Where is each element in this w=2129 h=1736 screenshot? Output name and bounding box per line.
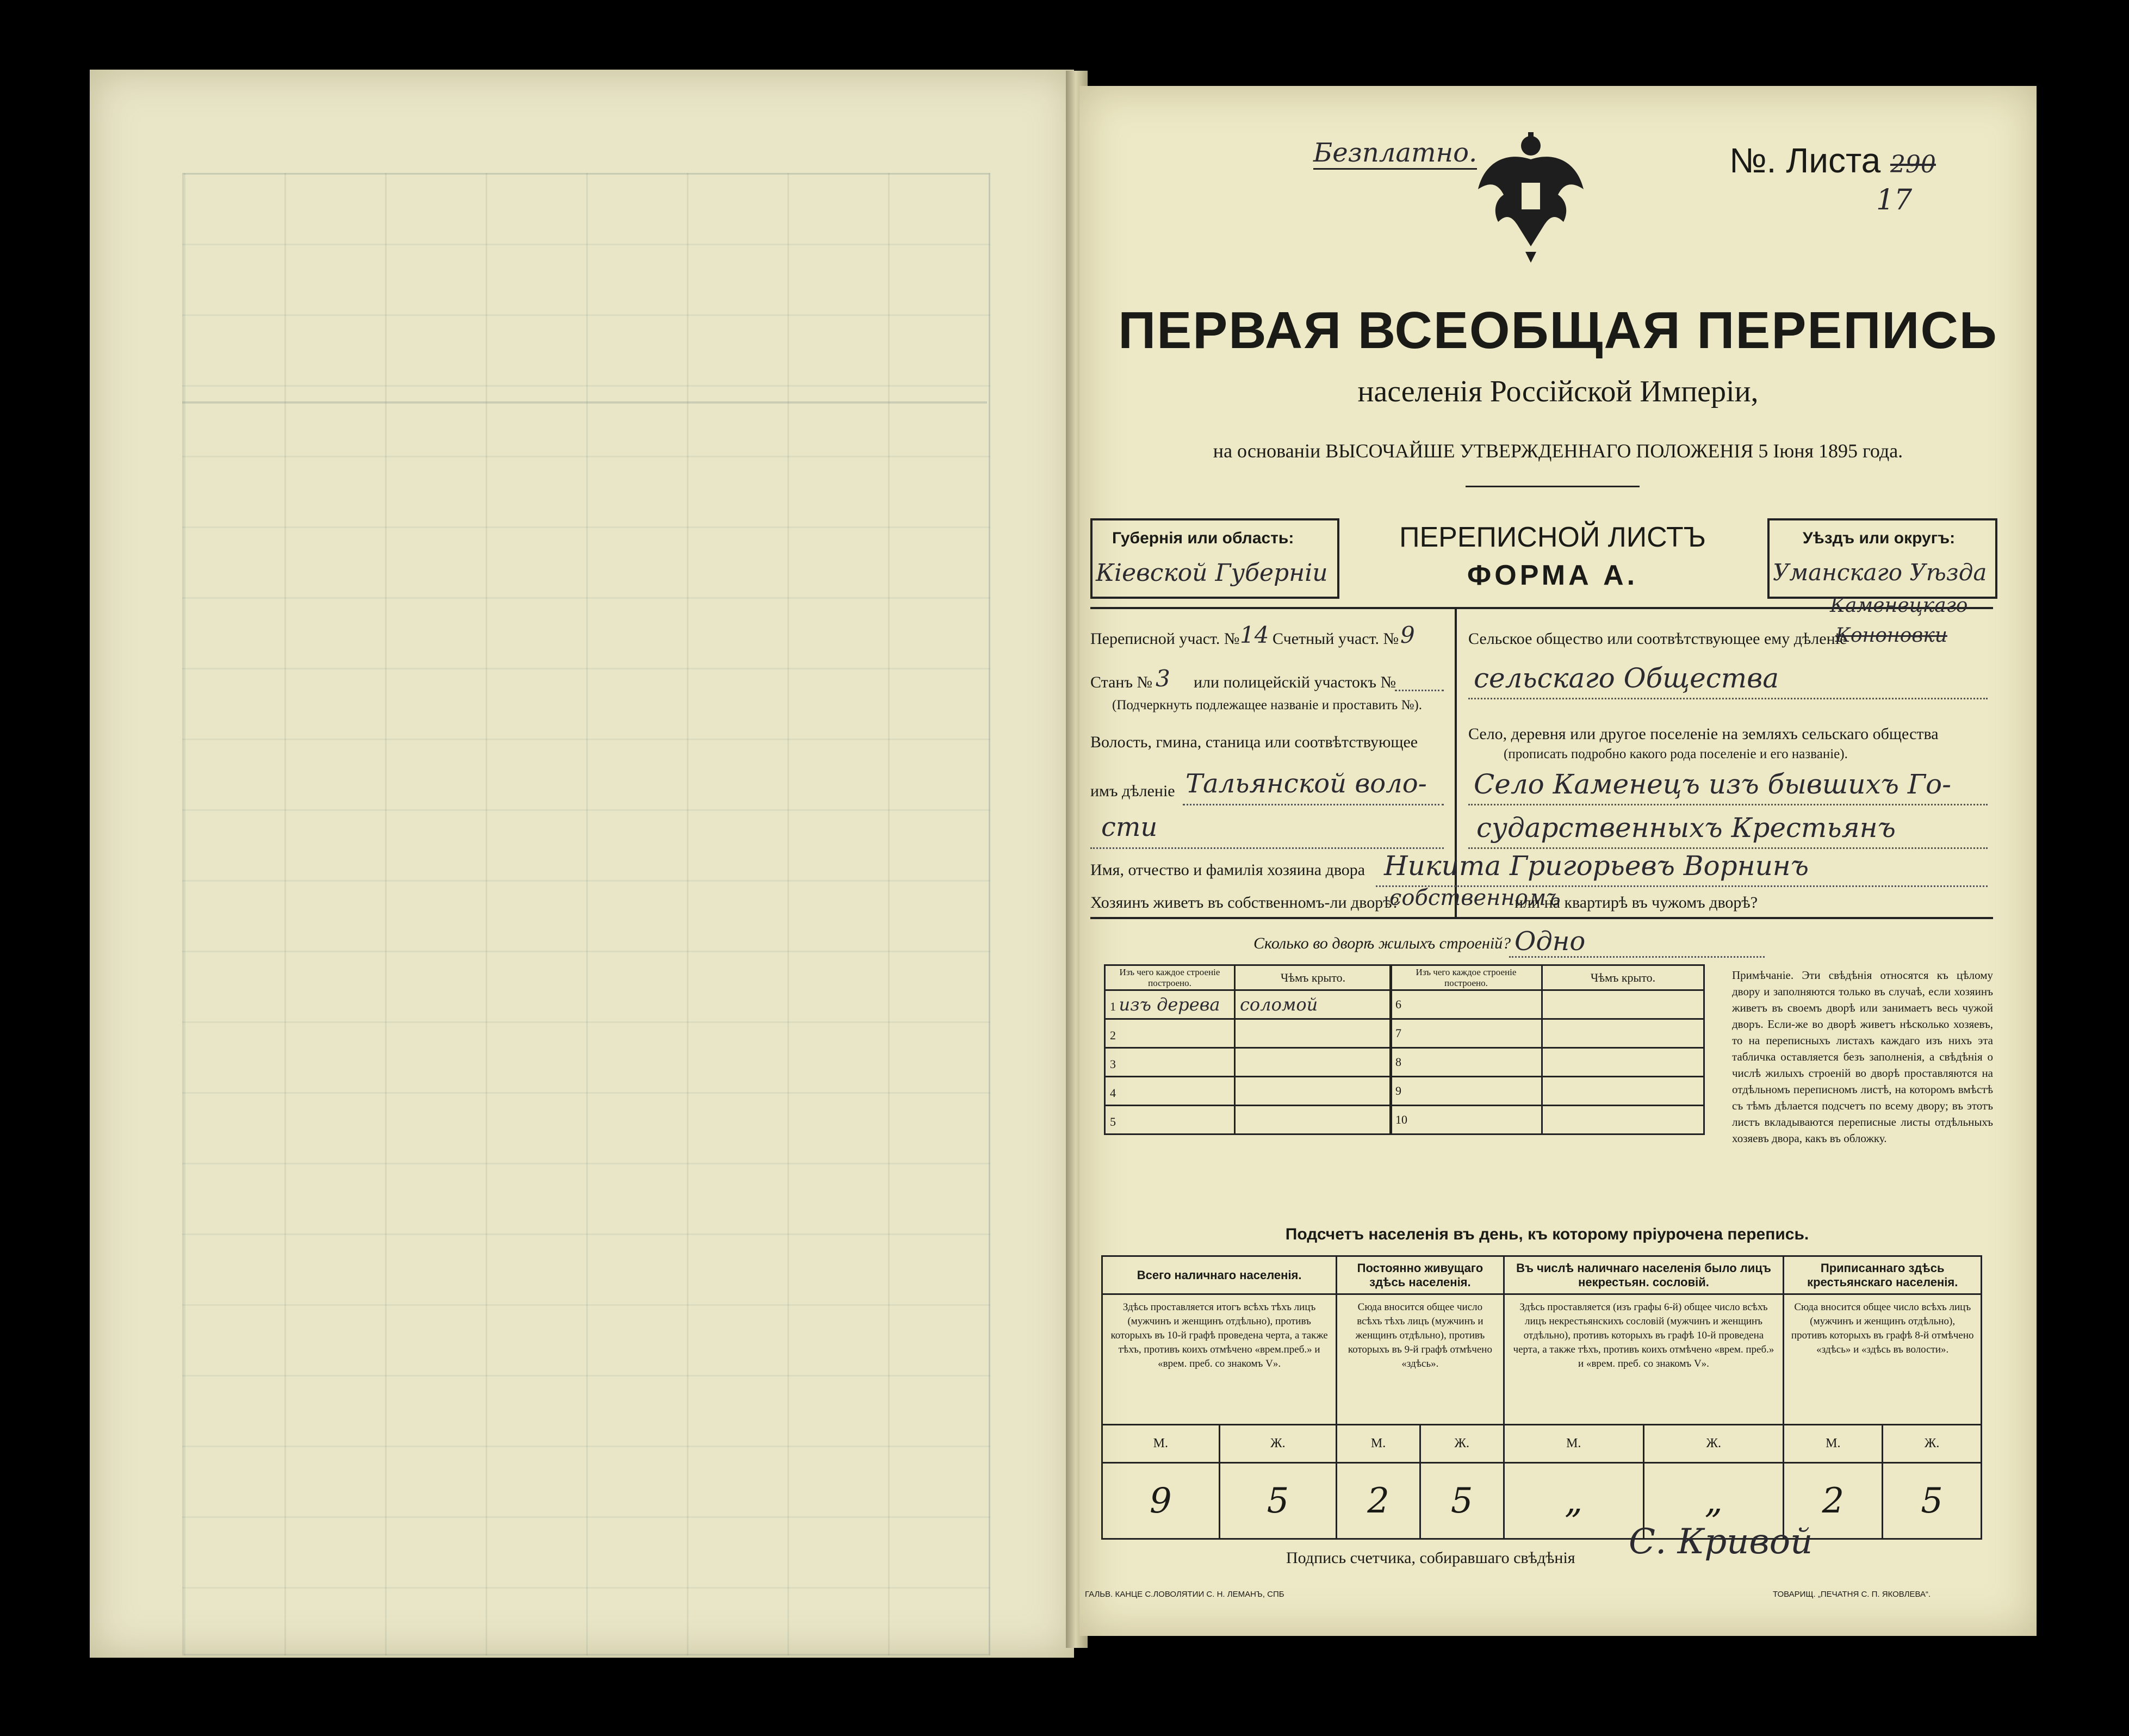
- count-column-desc: Здѣсь проставляется итогъ всѣхъ тѣхъ лицъ (мужчинъ и женщинъ отдѣльно), противъ которыхъ въ 10-й графѣ проведена черта, а также тѣхъ, противъ коихъ отмѣчено «врем.преб.» и «врем. преб. со знакомъ V».: [1102, 1294, 1337, 1425]
- building-roof: [1542, 1048, 1704, 1077]
- building-roof: [1542, 1077, 1704, 1106]
- district-label: Уѣздъ или округъ:: [1803, 529, 1956, 547]
- building-material: [1105, 990, 1235, 1019]
- roof-header-right: Чѣмъ крыто.: [1542, 965, 1704, 990]
- building-row: [1391, 990, 1704, 1019]
- count-column-desc: Здѣсь проставляется (изъ графы 6-й) общее число всѣхъ лицъ некрестьянскихъ сословій (мужчинъ и женщинъ отдѣльно), противъ которыхъ въ графѣ 10-й проведена черта, а также тѣхъ, противъ коихъ отмѣчено «врем. преб.» и «врем. преб. со знакомъ V».: [1504, 1294, 1784, 1425]
- village-value-1: Село Каменецъ изъ бывшихъ Го-: [1474, 768, 1951, 800]
- buildings-line: [1509, 956, 1765, 958]
- count-section-label: Счетный участ. №: [1273, 630, 1399, 648]
- society-value-above: Каменецкаго: [1830, 594, 1968, 617]
- building-row: [1391, 1048, 1704, 1077]
- building-number: 1: [1110, 1000, 1116, 1013]
- society-value: сельскаго Общества: [1474, 662, 1779, 694]
- count-values-row: [1102, 1463, 1982, 1539]
- building-roof: соломой: [1235, 990, 1392, 1019]
- building-roof: [1542, 1106, 1704, 1134]
- female-label: Ж.: [1643, 1425, 1783, 1463]
- building-number: 2: [1110, 1028, 1116, 1042]
- underline-note: (Подчеркнуть подлежащее названіе и проставить №).: [1112, 698, 1422, 712]
- village-note: (прописать подробно какого рода поселеніе и его названіе).: [1504, 747, 1848, 761]
- male-count: „: [1504, 1463, 1643, 1539]
- society-line: [1468, 698, 1988, 699]
- fields-bottom-rule: [1090, 917, 1993, 919]
- female-count: 5: [1883, 1463, 1982, 1539]
- volost-value-1: Тальянской воло-: [1185, 768, 1427, 799]
- building-row: [1391, 1106, 1704, 1134]
- building-number: 9: [1391, 1077, 1542, 1106]
- province-value: Кіевской Губерніи: [1096, 559, 1328, 587]
- count-column-desc: Сюда вносится общее число всѣхъ тѣхъ лицъ (мужчинъ и женщинъ отдѣльно), противъ которыхъ въ 9-й графѣ отмѣчено «здѣсь».: [1337, 1294, 1504, 1425]
- male-count: 2: [1337, 1463, 1420, 1539]
- building-number: 8: [1391, 1048, 1542, 1077]
- building-number: 10: [1391, 1106, 1542, 1134]
- census-form-page: [1079, 86, 2037, 1636]
- volost-line-2: [1090, 847, 1444, 849]
- printer-right: ТОВАРИЩ. „ПЕЧАТНЯ С. П. ЯКОВЛЕВА“.: [1773, 1590, 1931, 1599]
- building-material: [1105, 1077, 1235, 1106]
- volost-line-1: [1183, 804, 1444, 805]
- signature-value: С. Кривой: [1629, 1522, 1813, 1562]
- sheet-number-hand: 17: [1876, 184, 1913, 216]
- building-row: [1105, 990, 1392, 1019]
- female-label: Ж.: [1883, 1425, 1982, 1463]
- residence-value: собственномъ: [1389, 885, 1561, 910]
- stan-value: 3: [1156, 665, 1170, 692]
- village-line-2: [1468, 847, 1988, 849]
- male-label: М.: [1504, 1425, 1643, 1463]
- material-header: Изъ чего каждое строеніе построено.: [1105, 965, 1235, 990]
- building-roof: [1235, 1019, 1392, 1048]
- free-label: Безплатно.: [1313, 138, 1477, 170]
- buildings-note: Примѣчаніе. Эти свѣдѣнія относятся къ цѣлому двору и заполняются только въ случаѣ, если хозяинъ живетъ въ своемъ дворѣ или занимаетъ весь чужой дворъ. Если-же во дворѣ живетъ нѣсколько хозяевъ, то на переписныхъ листахъ каждаго изъ нихъ эта табличка оставляется безъ заполненія, а свѣдѣнія о числѣ жилыхъ строеній во дворѣ проставляются на отдѣльномъ переписномъ листѣ, на которомъ вмѣстѣ съ тѣмъ дѣлается подсчетъ по всему двору; въ этотъ листъ вкладываются переписные листы отдѣльныхъ хозяевъ двора, какъ въ обложку.: [1732, 969, 1993, 1145]
- building-number: 3: [1110, 1057, 1116, 1071]
- building-roof: [1235, 1106, 1392, 1134]
- printer-left: ГАЛЬВ. КАНЦЕ С.ЛОВОЛЯТИИ С. Н. ЛЕМАНЪ, СПБ: [1085, 1590, 1284, 1599]
- society-value-crossed: Кононовки: [1835, 624, 1947, 647]
- building-number: 5: [1110, 1115, 1116, 1129]
- building-material: [1105, 1048, 1235, 1077]
- residence-label-1: Хозяинъ живетъ въ собственномъ-ли дворѣ?: [1090, 894, 1399, 912]
- count-mf-row: [1102, 1425, 1982, 1463]
- police-value-line: [1395, 690, 1444, 691]
- building-roof: [1542, 1019, 1704, 1048]
- count-desc-row: [1102, 1294, 1982, 1425]
- owner-value: Никита Григорьевъ Ворнинъ: [1384, 850, 1809, 882]
- count-column-head: Всего наличнаго населенія.: [1102, 1256, 1337, 1294]
- stan-label: Станъ №: [1090, 673, 1153, 691]
- sheet-number-value: 290: [1890, 151, 1936, 178]
- building-number: 7: [1391, 1019, 1542, 1048]
- building-row: [1391, 1019, 1704, 1048]
- building-row: [1105, 1048, 1392, 1077]
- owner-label: Имя, отчество и фамилія хозяина двора: [1090, 861, 1365, 879]
- form-sheet-title: ПЕРЕПИСНОЙ ЛИСТЪ: [1399, 522, 1706, 553]
- district-value: Уманскаго Уѣзда: [1773, 559, 1987, 586]
- building-roof: [1235, 1077, 1392, 1106]
- society-label: Сельское общество или соотвѣтствующее ему дѣленіе: [1468, 630, 1847, 648]
- count-column-head: Въ числѣ наличнаго населенія было лицъ некрестьян. сословій.: [1504, 1256, 1784, 1294]
- building-row: [1391, 1077, 1704, 1106]
- count-column-desc: Сюда вносится общее число всѣхъ лицъ (мужчинъ и женщинъ отдѣльно), противъ которыхъ въ графѣ 8-й отмѣчено «здѣсь» и «здѣсь въ волости».: [1784, 1294, 1982, 1425]
- female-count: „: [1643, 1463, 1783, 1539]
- building-material: [1105, 1106, 1235, 1134]
- building-number: 6: [1391, 990, 1542, 1019]
- volost-label-2: имъ дѣленіе: [1090, 782, 1175, 800]
- building-roof: [1542, 990, 1704, 1019]
- form-main-title: ПЕРВАЯ ВСЕОБЩАЯ ПЕРЕПИСЬ: [1118, 301, 1998, 359]
- double-eagle-emblem-icon: [1474, 129, 1588, 265]
- police-label: или полицейскій участокъ №: [1194, 673, 1396, 691]
- legal-basis-line: на основаніи ВЫСОЧАЙШЕ УТВЕРЖДЕННАГО ПОЛОЖЕНІЯ 5 Іюня 1895 года.: [1213, 440, 1903, 462]
- buildings-table-right: [1389, 964, 1705, 1135]
- roof-header: Чѣмъ крыто.: [1235, 965, 1392, 990]
- male-label: М.: [1784, 1425, 1883, 1463]
- building-row: [1105, 1019, 1392, 1048]
- sheet-number-label: №. Листа 290: [1729, 141, 1936, 180]
- female-count: 5: [1420, 1463, 1504, 1539]
- building-roof: [1235, 1048, 1392, 1077]
- signature-label: Подпись счетчика, собиравшаго свѣдѣнія: [1286, 1549, 1575, 1567]
- form-subtitle: населенія Россійской Имперіи,: [1357, 375, 1759, 408]
- village-value-2: сударственныхъ Крестьянъ: [1476, 812, 1896, 844]
- building-material-value: изъ дерева: [1119, 994, 1220, 1015]
- buildings-value: Одно: [1514, 926, 1586, 957]
- province-label: Губернія или область:: [1112, 529, 1294, 547]
- form-name: ФОРМА А.: [1467, 560, 1638, 591]
- building-number: 4: [1110, 1086, 1116, 1100]
- title-divider: [1466, 486, 1640, 487]
- female-count: 5: [1219, 1463, 1337, 1539]
- bleed-through-header: [182, 173, 987, 404]
- building-row: [1105, 1077, 1392, 1106]
- buildings-label: Сколько во дворѣ жилыхъ строеній?: [1253, 934, 1511, 952]
- left-page-blank: [90, 70, 1074, 1658]
- volost-label-1: Волость, гмина, станица или соотвѣтствующее: [1090, 733, 1418, 751]
- village-line-1: [1468, 804, 1988, 805]
- male-count: 9: [1102, 1463, 1220, 1539]
- count-table-title: Подсчетъ населенія въ день, къ которому пріурочена перепись.: [1285, 1225, 1809, 1243]
- count-column-head: Постоянно живущаго здѣсь населенія.: [1337, 1256, 1504, 1294]
- buildings-table-left: [1104, 964, 1392, 1135]
- volost-value-2: сти: [1101, 812, 1158, 842]
- building-row: [1105, 1106, 1392, 1134]
- count-section-value: 9: [1400, 622, 1415, 648]
- material-header-right: Изъ чего каждое строеніе построено.: [1391, 965, 1542, 990]
- male-label: М.: [1102, 1425, 1220, 1463]
- village-label: Село, деревня или другое поселеніе на земляхъ сельскаго общества: [1468, 725, 1939, 743]
- residence-label-2: или на квартирѣ въ чужомъ дворѣ?: [1514, 894, 1758, 912]
- count-column-head: Приписаннаго здѣсь крестьянскаго населенія.: [1784, 1256, 1982, 1294]
- population-count-table: [1101, 1255, 1982, 1540]
- male-label: М.: [1337, 1425, 1420, 1463]
- female-label: Ж.: [1219, 1425, 1337, 1463]
- male-count: 2: [1784, 1463, 1883, 1539]
- building-material: [1105, 1019, 1235, 1048]
- female-label: Ж.: [1420, 1425, 1504, 1463]
- census-section-value: 14: [1240, 622, 1269, 648]
- census-section-label: Переписной участ. №: [1090, 630, 1240, 648]
- count-head-row: [1102, 1256, 1982, 1294]
